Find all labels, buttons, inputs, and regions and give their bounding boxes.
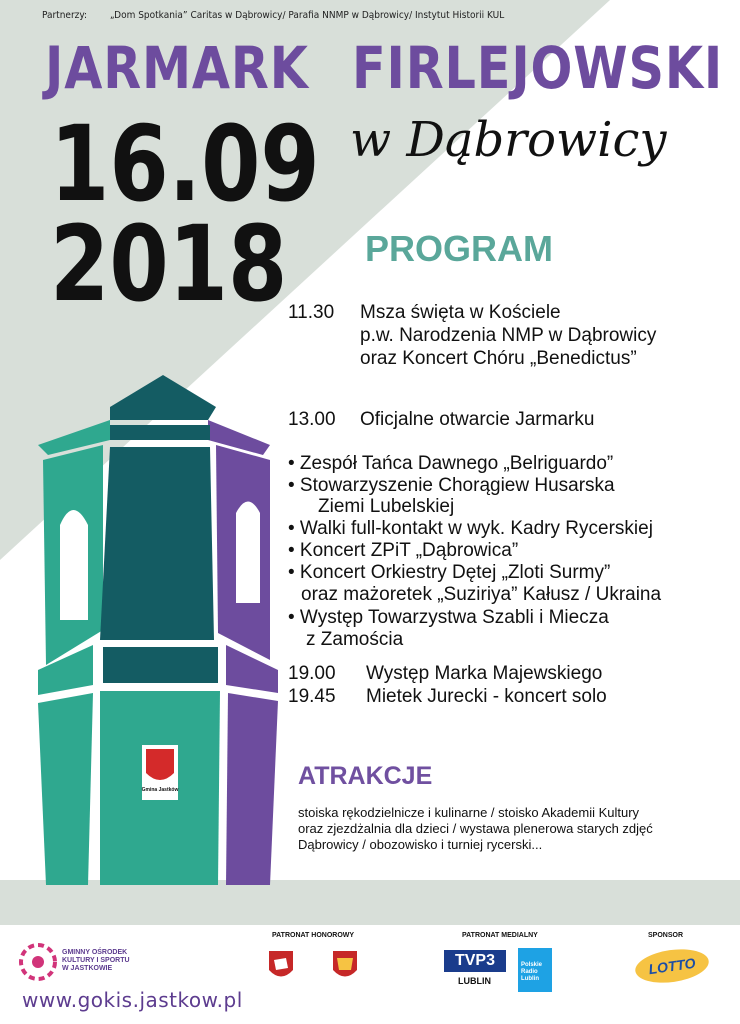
attractions-heading: ATRAKCJE	[298, 762, 433, 790]
program-item: • Walki full-kontakt w wyk. Kadry Rycerskiej	[288, 518, 653, 539]
tower-cornice	[110, 407, 216, 420]
mass-time: 11.30	[288, 302, 335, 323]
tower-cornice-2	[110, 425, 210, 440]
lotto-logo: LOTTO	[633, 945, 711, 987]
mass-line: Msza święta w Kościele	[360, 302, 561, 323]
gokis-name	[62, 949, 130, 973]
program-item: z Zamościa	[306, 629, 404, 650]
opening-text: Oficjalne otwarcie Jarmarku	[360, 409, 595, 430]
program-item: oraz mażoretek „Suziriya” Kałusz / Ukraina	[301, 584, 662, 605]
program-item: • Koncert Orkiestry Dętej „Zloti Surmy”	[288, 562, 611, 583]
partners-text: „Dom Spotkania” Caritas w Dąbrowicy/ Parafia NNMP w Dąbrowicy/ Instytut Historii KUL	[109, 10, 505, 21]
tower-band-center	[103, 647, 218, 683]
evening-time: 19.45	[288, 686, 336, 707]
radio-lublin-logo	[518, 948, 552, 992]
tvp3-logo: TVP3	[444, 950, 506, 972]
partners-line	[42, 10, 504, 21]
mass-line: oraz Koncert Chóru „Benedictus”	[360, 348, 637, 369]
tower-band-right	[226, 645, 278, 693]
program-item: Ziemi Lubelskiej	[318, 496, 455, 517]
partners-label: Partnerzy:	[42, 10, 87, 21]
tower-lower-left	[38, 693, 93, 885]
title-jarmark: JARMARK	[45, 34, 309, 102]
evening-text: Występ Marka Majewskiego	[366, 663, 603, 684]
schedule	[288, 302, 728, 722]
attractions-line: oraz zjezdżalnia dla dzieci / wystawa plenerowa starych zdjęć	[298, 821, 653, 836]
date-year: 2018	[50, 203, 288, 325]
radio-label: Polskie	[521, 962, 543, 968]
program-item: • Zespół Tańca Dawnego „Belriguardo”	[288, 453, 614, 474]
tower-upper-center	[100, 447, 214, 640]
gokis-line: W JASTKOWIE	[62, 965, 113, 972]
tower-window-right	[236, 502, 260, 604]
program-heading: PROGRAM	[365, 228, 553, 269]
tower-lower-right	[226, 693, 278, 885]
patronat-medialny-heading: PATRONAT MEDIALNY	[462, 932, 538, 939]
attractions-line: Dąbrowicy / obozowisko i turniej rycerski...	[298, 837, 543, 852]
gokis-logo-icon	[18, 942, 58, 982]
gokis-line: GMINNY OŚRODEK	[62, 949, 128, 956]
marshal-crest-icon	[332, 950, 358, 982]
tower-roof-top	[110, 375, 216, 407]
tower-illustration	[38, 375, 278, 885]
gokis-line: KULTURY I SPORTU	[62, 957, 130, 964]
program-item: • Stowarzyszenie Chorągiew Husarska	[288, 475, 615, 496]
gmina-crest-icon	[146, 749, 174, 780]
attractions-line: stoiska rękodzielnicze i kulinarne / stoisko Akademii Kultury	[298, 805, 640, 820]
crest-label: Gmina Jastków	[141, 787, 179, 793]
mass-line: p.w. Narodzenia NMP w Dąbrowicy	[360, 325, 657, 346]
voivode-crest-icon	[268, 950, 294, 982]
radio-label: Radio	[521, 969, 538, 975]
attractions-text	[298, 805, 718, 853]
opening-time: 13.00	[288, 409, 336, 430]
website-link[interactable]: www.gokis.jastkow.pl	[22, 988, 243, 1012]
tower-window-left	[60, 510, 88, 620]
tvp-lublin-label: LUBLIN	[458, 976, 491, 986]
patronat-honorowy-heading: PATRONAT HONOROWY	[272, 932, 355, 939]
program-item: • Koncert ZPiT „Dąbrowica”	[288, 540, 519, 561]
radio-label: Lublin	[521, 976, 539, 982]
evening-text: Mietek Jurecki - koncert solo	[366, 686, 607, 707]
date-day-month: 16.09	[50, 103, 320, 225]
sponsor-heading: SPONSOR	[648, 932, 684, 939]
program-item: • Występ Towarzystwa Szabli i Miecza	[288, 607, 609, 628]
title-subtitle: w Dąbrowicy	[350, 112, 667, 168]
title-firlejowski: FIRLEJOWSKI	[352, 34, 724, 102]
evening-time: 19.00	[288, 663, 336, 684]
